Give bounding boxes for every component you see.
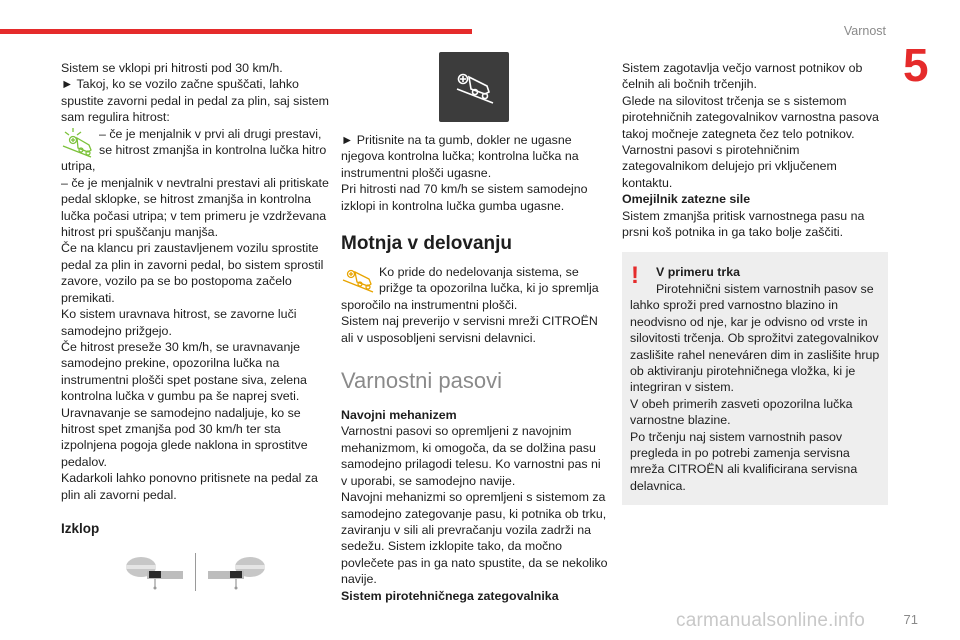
hill-descent-button-icon — [439, 52, 509, 122]
subheading: Navojni mehanizem — [341, 408, 457, 423]
paragraph: Ko sistem uravnava hitrost, se zavorne luči samodejno prižgejo. — [61, 307, 297, 338]
divider — [195, 553, 196, 591]
watermark: carmanualsonline.info — [676, 610, 866, 631]
steering-lever-icon — [204, 553, 268, 591]
paragraph: Varnostni pasovi s pirotehničnim zategovalnikom delujejo pri vključenem kontaktu. — [622, 143, 837, 190]
hill-descent-orange-icon — [341, 264, 375, 296]
chapter-number: 5 — [903, 39, 929, 91]
warning-text: Po trčenju naj sistem varnostnih pasov pregleda in po potrebi zamenja servisna mreža CITROËN ali kvalificirana servisna delavnica. — [630, 429, 858, 493]
warning-title: V primeru trka — [656, 265, 741, 280]
indented-block — [61, 126, 329, 175]
paragraph: Kadarkoli lahko ponovno pritisnete na pedal za plin ali zavorni pedal. — [61, 471, 318, 502]
warning-box — [622, 252, 888, 505]
subheading: Omejilnik zatezne sile — [622, 192, 751, 207]
paragraph: ► Takoj, ko se vozilo začne spuščati, lahko spustite zavorni pedal in pedal za plin, saj sistem sam regulira hitrost: — [61, 77, 329, 125]
column-1 — [61, 60, 329, 591]
paragraph: Sistem zagotavlja večjo varnost potnikov ob čelnih ali bočnih trčenjih. — [622, 61, 863, 92]
paragraph: Sistem zmanjša pritisk varnostnega pasu na prsni koš potnika in ga tako bolje zaščiti. — [622, 208, 865, 240]
subheading: Sistem pirotehničnega zategovalnika — [341, 588, 559, 603]
warning-text: Pirotehnični sistem varnostnih pasov se lahko sproži pred varnostno blazino in neodvisno od nje, kar je odvisno od vrste in silovitosti trčenja. Ob sprožitvi zategovalnikov zaslišite rahel neneváren dim in zaslišite hrup ob aktiviranju pirotehničnega vložka, ki je integriran v sistem. — [630, 281, 880, 395]
heading-izklop: Izklop — [61, 520, 100, 536]
paragraph: Pri hitrosti nad 70 km/h se sistem samodejno izklopi in kontrolna lučka gumba ugasne. — [341, 182, 588, 213]
paragraph: Glede na silovitost trčenja se s sistemom pirotehničnih zategovalnikov varnostna pasova takoj močneje zategneta čez telo potnikov. — [622, 93, 879, 141]
hill-descent-green-icon — [61, 126, 95, 158]
paragraph: Uravnavanje se samodejno nadaljuje, ko se hitrost spet zmanjša pod 30 km/h ter sta izpolnjena pogoja glede naklona in sprostitve pedalov. — [61, 405, 308, 469]
paragraph: Če hitrost preseže 30 km/h, se uravnavanje samodejno prekine, opozorilna lučka na instrumentni plošči spet postane siva, zelena kontrolna lučka v gumbu pa še naprej sveti. — [61, 339, 307, 404]
paragraph: Sistem se vklopi pri hitrosti pod 30 km/h. — [61, 61, 283, 75]
heading-motnja: Motnja v delovanju — [341, 233, 513, 255]
steering-lever-icon — [123, 553, 187, 591]
paragraph: Sistem naj preverijo v servisni mreži CITROËN ali v usposobljeni servisni delavnici. — [341, 314, 598, 345]
heading-varnostni-pasovi: Varnostni pasovi — [341, 368, 503, 394]
warning-exclamation-icon: ! — [631, 262, 639, 290]
indented-block — [341, 264, 609, 313]
steering-levers-figure — [61, 553, 329, 591]
paragraph: – če je menjalnik v prvi ali drugi prestavi, se hitrost zmanjša in kontrolna lučka hitro utripa, — [61, 126, 327, 174]
paragraph: – če je menjalnik v nevtralni prestavi ali pritiskate pedal sklopke, se hitrost zmanjša in kontrolna lučka počasi utripa; v tem primeru je vzdrževana hitrost pri spuščanju manjša. — [61, 175, 329, 240]
paragraph: Varnostni pasovi so opremljeni z navojnim mehanizmom, ki omogoča, da se dolžina pasu samodejno prilagodi telesu. Ko varnostni pas ni v uporabi, se samodejno navije. — [341, 424, 601, 488]
column-3 — [622, 60, 888, 505]
warning-text: V obeh primerih zasveti opozorilna lučka varnostne blazine. — [630, 396, 853, 428]
column-2 — [341, 52, 609, 604]
paragraph: Če na klancu pri zaustavljenem vozilu sprostite pedal za plin in zavorni pedal, bo sistem sprostil zavore, vozilo pa se bo postopoma začelo premikati. — [61, 241, 324, 305]
paragraph: Navojni mehanizmi so opremljeni s sistemom za samodejno zategovanje pasu, ki potnika ob trku, zaviranju v sili ali prevračanju vozila zadrži na sedežu. Sistem izklopite tako, da močno povlečete pas in ga nato spustite, da se nekoliko navije. — [341, 490, 608, 587]
paragraph: Ko pride do nedelovanja sistema, se prižge ta opozorilna lučka, ki jo spremlja sporočilo na instrumentni plošči. — [341, 265, 599, 312]
section-name: Varnost — [843, 24, 886, 38]
page-number: 71 — [903, 612, 918, 627]
header-red-bar — [0, 29, 472, 34]
paragraph: ► Pritisnite na ta gumb, dokler ne ugasne njegova kontrolna lučka; kontrolna lučka na instrumentni plošči ugasne. — [341, 133, 579, 180]
